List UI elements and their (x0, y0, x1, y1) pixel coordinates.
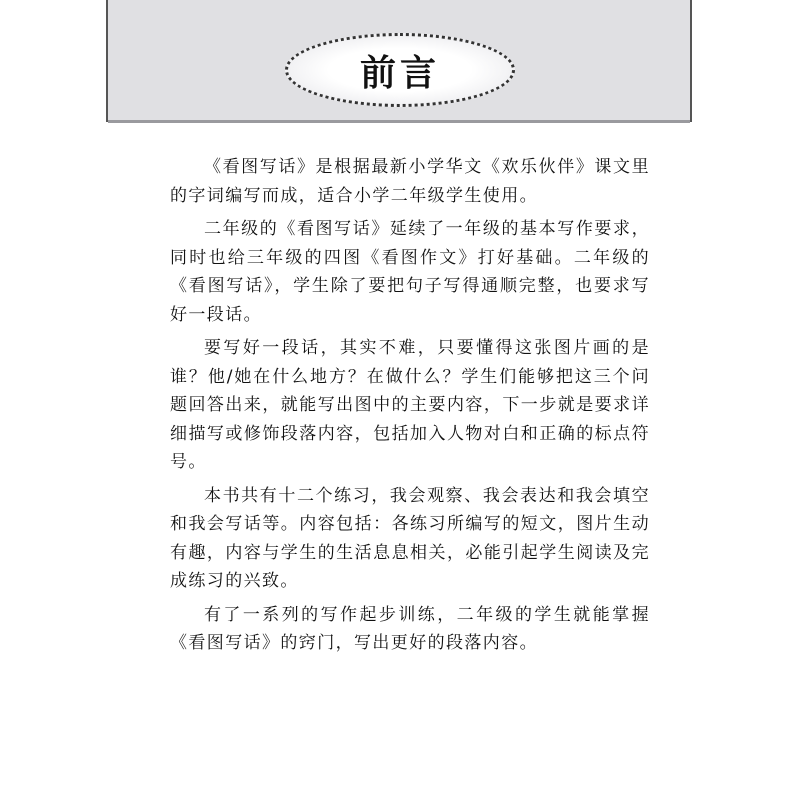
paragraph-4: 本书共有十二个练习，我会观察、我会表达和我会填空和我会写话等。内容包括：各练习所编写的短文，图片生动有趣，内容与学生的生活息息相关，必能引起学生阅读及完成练习的兴致。 (170, 485, 650, 591)
title-oval (285, 33, 515, 107)
preface-body (170, 153, 650, 663)
page-border-left (106, 0, 108, 122)
page-border-right (690, 0, 692, 122)
paragraph-3: 要写好一段话，其实不难，只要懂得这张图片画的是谁？他/她在什么地方？在做什么？学生们能够把这三个问题回答出来，就能写出图中的主要内容，下一步就是要求详细描写或修饰段落内容，包括加入人物对白和正确的标点符号。 (170, 338, 650, 472)
paragraph-5: 有了一系列的写作起步训练，二年级的学生就能掌握《看图写话》的窍门，写出更好的段落内容。 (170, 604, 650, 653)
paragraph-1: 《看图写话》是根据最新小学华文《欢乐伙伴》课文里的字词编写而成，适合小学二年级学生使用。 (170, 157, 650, 206)
paragraph-2: 二年级的《看图写话》延续了一年级的基本写作要求，同时也给三年级的四图《看图作文》打好基础。二年级的《看图写话》，学生除了要把句子写得通顺完整，也要求写好一段话。 (170, 219, 650, 325)
page-title: 前言 (359, 52, 440, 94)
